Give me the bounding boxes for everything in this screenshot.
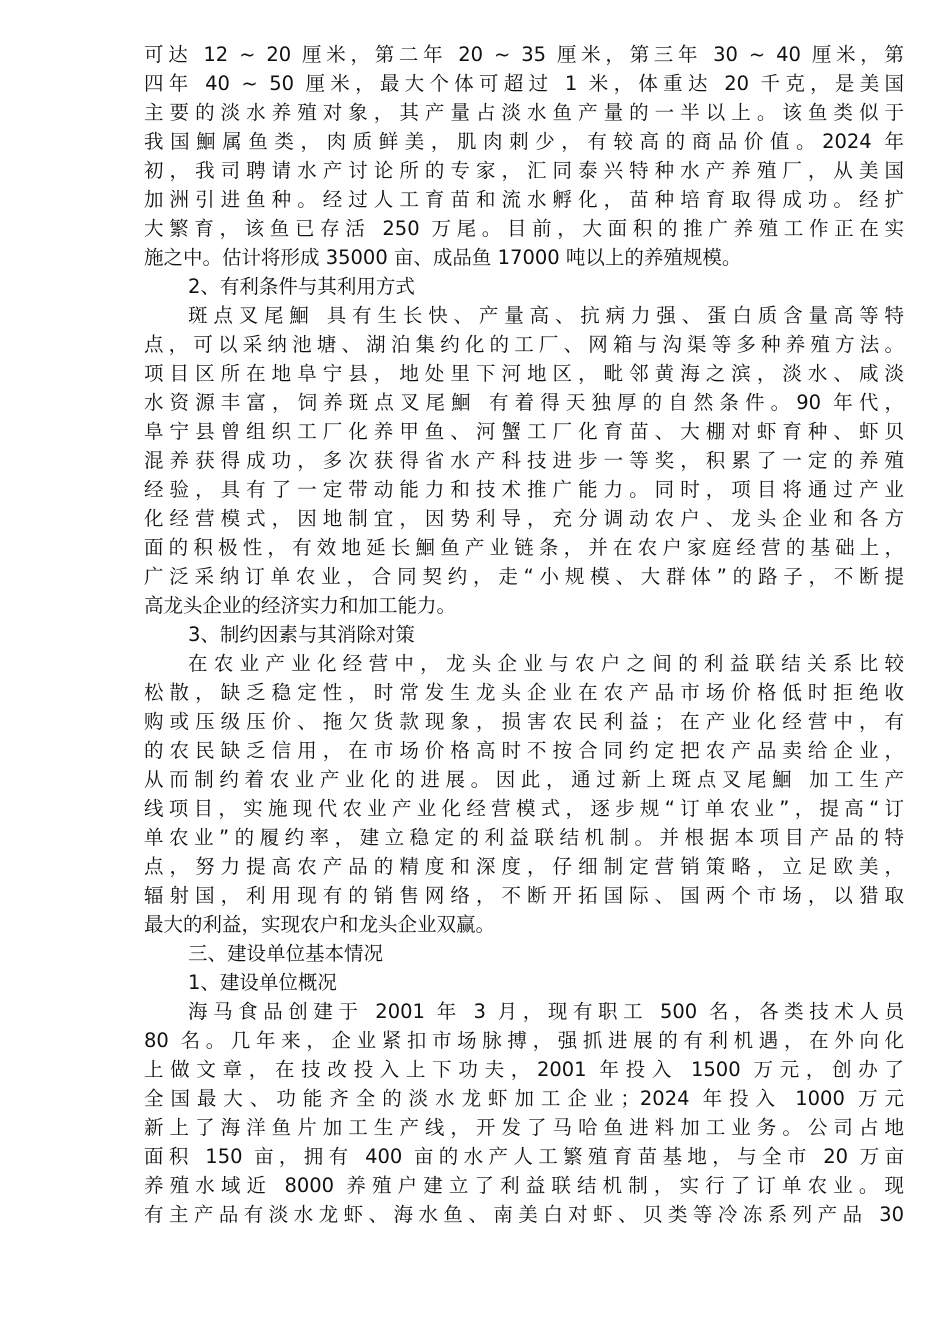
text-line: 点，可以采纳池塘、湖泊集约化的工厂、网箱与沟渠等多种养殖方法。 <box>144 333 904 356</box>
text-line: 经验，具有了一定带动能力和技术推广能力。同时，项目将通过产业 <box>144 478 904 501</box>
text-line: 初，我司聘请水产讨论所的专家，汇同泰兴特种水产养殖厂，从美国 <box>144 159 904 182</box>
text-line: 主要的淡水养殖对象，其产量占淡水鱼产量的一半以上。该鱼类似于 <box>144 101 904 124</box>
text-line: 购或压级压价、拖欠货款现象，损害农民利益；在产业化经营中，有 <box>144 710 904 733</box>
text-line: 有主产品有淡水龙虾、海水鱼、南美白对虾、贝类等冷冻系列产品 30 <box>144 1203 904 1226</box>
text-line: 新上了海洋鱼片加工生产线，开发了马哈鱼进料加工业务。公司占地 <box>144 1116 904 1139</box>
text-line: 化经营模式，因地制宜，因势利导，充分调动农户、龙头企业和各方 <box>144 507 904 530</box>
text-line: 上做文章，在技改投入上下功夫，2001 年投入 1500 万元，创办了 <box>144 1058 904 1081</box>
text-line: 的农民缺乏信用，在市场价格高时不按合同约定把农产品卖给企业， <box>144 739 904 762</box>
text-line: 广泛采纳订单农业，合同契约，走“小规模、大群体”的路子，不断提 <box>144 565 904 588</box>
text-line: 2、有利条件与其利用方式 <box>188 275 415 298</box>
text-line: 我国鮰属鱼类，肉质鲜美，肌肉刺少，有较高的商品价值。2024 年 <box>144 130 904 153</box>
text-line: 在农业产业化经营中，龙头企业与农户之间的利益联结关系比较 <box>188 652 904 675</box>
text-line: 面的积极性，有效地延长鮰鱼产业链条，并在农户家庭经营的基础上， <box>144 536 904 559</box>
text-line: 最大的利益，实现农户和龙头企业双赢。 <box>144 913 496 936</box>
text-line: 海马食品创建于 2001 年 3 月，现有职工 500 名，各类技术人员 <box>188 1000 904 1023</box>
text-line: 全国最大、功能齐全的淡水龙虾加工企业；2024 年投入 1000 万元 <box>144 1087 904 1110</box>
text-line: 3、制约因素与其消除对策 <box>188 623 415 646</box>
text-line: 线项目，实施现代农业产业化经营模式，逐步规“订单农业”，提高“订 <box>144 797 904 820</box>
text-line: 养殖水域近 8000 养殖户建立了利益联结机制，实行了订单农业。现 <box>144 1174 904 1197</box>
text-line: 80 名。几年来，企业紧扣市场脉搏，强抓进展的有利机遇，在外向化 <box>144 1029 904 1052</box>
text-line: 单农业”的履约率，建立稳定的利益联结机制。并根据本项目产品的特 <box>144 826 904 849</box>
document-page <box>144 40 904 1229</box>
text-line: 混养获得成功，多次获得省水产科技进步一等奖，积累了一定的养殖 <box>144 449 904 472</box>
text-line: 施之中。估计将形成 35000 亩、成品鱼 17000 吨以上的养殖规模。 <box>144 246 742 269</box>
text-line: 四年 40 ~ 50 厘米，最大个体可超过 1 米，体重达 20 千克，是美国 <box>144 72 904 95</box>
text-line: 水资源丰富，饲养斑点叉尾鮰 有着得天独厚的自然条件。90 年代， <box>144 391 904 414</box>
text-line: 三、建设单位基本情况 <box>188 942 384 965</box>
text-line: 加洲引进鱼种。经过人工育苗和流水孵化，苗种培育取得成功。经扩 <box>144 188 904 211</box>
text-line: 1、建设单位概况 <box>188 971 337 994</box>
text-line: 点，努力提高农产品的精度和深度，仔细制定营销策略，立足欧美， <box>144 855 904 878</box>
text-line: 高龙头企业的经济实力和加工能力。 <box>144 594 457 617</box>
text-line: 可达 12 ~ 20 厘米，第二年 20 ~ 35 厘米，第三年 30 ~ 40 厘米，第 <box>144 43 904 66</box>
text-line: 阜宁县曾组织工厂化养甲鱼、河蟹工厂化育苗、大棚对虾育种、虾贝 <box>144 420 904 443</box>
text-line: 从而制约着农业产业化的进展。因此，通过新上斑点叉尾鮰 加工生产 <box>144 768 904 791</box>
text-line: 大繁育，该鱼已存活 250 万尾。目前，大面积的推广养殖工作正在实 <box>144 217 904 240</box>
text-line: 项目区所在地阜宁县，地处里下河地区，毗邻黄海之滨，淡水、咸淡 <box>144 362 904 385</box>
text-line: 斑点叉尾鮰 具有生长快、产量高、抗病力强、蛋白质含量高等特 <box>188 304 904 327</box>
text-line: 松散，缺乏稳定性，时常发生龙头企业在农产品市场价格低时拒绝收 <box>144 681 904 704</box>
text-line: 面积 150 亩，拥有 400 亩的水产人工繁殖育苗基地，与全市 20 万亩 <box>144 1145 904 1168</box>
text-line: 辐射国，利用现有的销售网络，不断开拓国际、国两个市场，以猎取 <box>144 884 904 907</box>
